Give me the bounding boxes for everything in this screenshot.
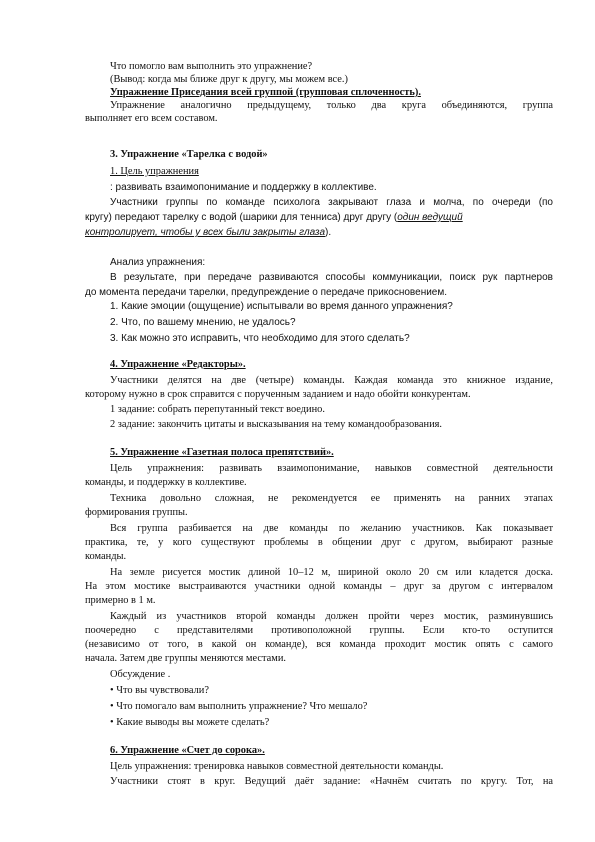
paragraph-line: практика, те, у кого существуют проблемы в общении друг с другом, выбирают разные: [85, 537, 553, 548]
exercise-3-title: 3. Упражнение «Тарелка с водой»: [110, 149, 268, 160]
paragraph-line: На этом мостике выстраиваются участники одной команды – друг за другом с интервалом: [85, 581, 553, 592]
paragraph-line: В результате, при передаче развиваются способы коммуникации, поиск рук партнеров: [110, 272, 553, 283]
bullet-item: • Какие выводы вы можете сделать?: [110, 717, 270, 728]
paragraph-line: (независимо от того, в какой он команде), вся команда проходит мостик опять с самого: [85, 639, 553, 650]
bullet-item: • Что вы чувствовали?: [110, 685, 209, 696]
exercise-4-title: 4. Упражнение «Редакторы».: [110, 359, 246, 370]
task-line: 2 задание: закончить цитаты и высказывания на тему командообразования.: [110, 419, 443, 430]
paragraph-line: На земле рисуется мостик длиной 10–12 м, шириной около 20 см или кладется доска.: [110, 567, 553, 578]
paragraph-line: примерно в 1 м.: [85, 595, 156, 606]
paragraph-line: Участники делятся на две (четыре) команды. Каждая команда это книжное издание,: [110, 375, 553, 386]
list-item: 3. Как можно это исправить, что необходимо для этого сделать?: [110, 333, 410, 344]
paragraph-line: Техника довольно сложная, не рекомендуется ее применять на ранних этапах: [110, 493, 553, 504]
italic-note: один ведущий: [397, 212, 463, 223]
task-line: 1 задание: собрать перепутанный текст воедино.: [110, 404, 325, 415]
question-line: Что помогло вам выполнить это упражнение?: [110, 61, 313, 72]
paragraph-line: формирования группы.: [85, 507, 188, 518]
paragraph-line: [85, 211, 553, 224]
paragraph-line: Цель упражнения: развивать взаимопонимание, навыков совместной деятельности: [110, 463, 553, 474]
bullet-item: • Что помогало вам выполнить упражнение? Что мешало?: [110, 701, 368, 712]
paragraph-line: Цель упражнения: тренировка навыков совместной деятельности команды.: [110, 761, 444, 772]
paragraph-line: [85, 226, 331, 239]
list-item: 2. Что, по вашему мнению, не удалось?: [110, 317, 296, 328]
paragraph-line: поочередно с представителями противоположной группы. Если кто-то оступится: [85, 625, 553, 636]
paragraph-line: начала. Затем две группы меняются местами.: [85, 653, 286, 664]
paragraph-line: Участники группы по команде психолога закрывают глаза и молча, по очереди (по: [110, 197, 553, 208]
paragraph-line: Упражнение аналогично предыдущему, только два круга объединяются, группа: [110, 100, 553, 111]
paragraph-line: выполняет его всем составом.: [85, 113, 218, 124]
goal-heading: 1. Цель упражнения: [110, 166, 199, 177]
goal-text: : развивать взаимопонимание и поддержку в коллективе.: [110, 182, 377, 193]
paragraph-line: Вся группа разбивается на две команды по желанию участников. Как показывает: [110, 523, 553, 534]
paragraph-line: команды, и поддержку в коллективе.: [85, 477, 247, 488]
italic-note: контролирует, чтобы у всех были закрыты глаза: [85, 227, 326, 238]
paragraph-text: кругу) передают тарелку с водой (шарики для тенниса) друг другу (: [85, 212, 398, 223]
discussion-heading: Обсуждение .: [110, 669, 171, 680]
exercise-6-title: 6. Упражнение «Счет до сорока».: [110, 745, 265, 756]
list-item: 1. Какие эмоции (ощущение) испытывали во время данного упражнения?: [110, 301, 453, 312]
paragraph-line: которому нужно в срок справится с порученным заданием и надо обойти конкурентам.: [85, 389, 471, 400]
paragraph-line: Участники стоят в круг. Ведущий даёт задание: «Начнём считать по кругу. Тот, на: [110, 776, 553, 787]
conclusion-line: (Вывод: когда мы ближе друг к другу, мы можем все.): [110, 74, 348, 85]
exercise-title-squats: Упражнение Приседания всей группой (групповая сплоченность).: [110, 87, 421, 98]
exercise-5-title: 5. Упражнение «Газетная полоса препятствий».: [110, 447, 334, 458]
paragraph-line: Каждый из участников второй команды должен пройти через мостик, разминувшись: [110, 611, 553, 622]
analysis-heading: Анализ упражнения:: [110, 257, 206, 268]
paragraph-text: ).: [325, 227, 332, 238]
paragraph-line: до момента передачи тарелки, предупреждение о передаче прикосновением.: [85, 287, 448, 298]
paragraph-line: команды.: [85, 551, 127, 562]
